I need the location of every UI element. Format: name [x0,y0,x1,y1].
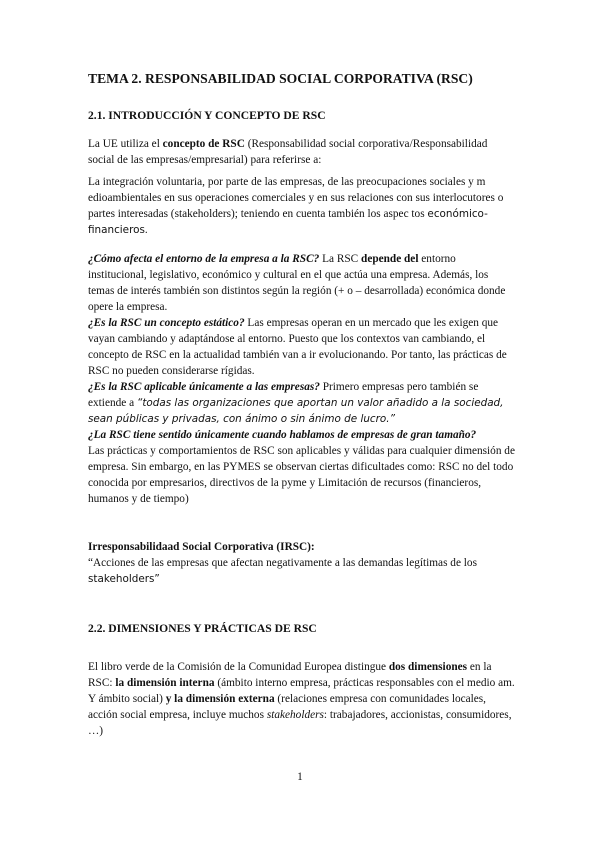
page-number: 1 [297,771,303,783]
q1-question: ¿Cómo afecta el entorno de la empresa a la RSC? [88,253,320,265]
q1-paragraph: ¿Cómo afecta el entorno de la empresa a la RSC? La RSC depende del entorno institucional, legislativo, económico y cultural en el que actúa una empresa. Además, los temas de interés también son distintos según la región (+ o – desarrollada) económica donde opere la empresa. [88,253,506,313]
irsc-heading: Irresponsabilidaad Social Corporativa (IRSC): [88,541,315,553]
q3-question: ¿Es la RSC aplicable únicamente a las empresas? [88,381,320,393]
q4-question: ¿La RSC tiene sentido únicamente cuando hablamos de empresas de gran tamaño? [88,429,477,441]
section-heading-2-2: 2.2. DIMENSIONES Y PRÁCTICAS DE RSC [88,622,317,635]
q3-paragraph: ¿Es la RSC aplicable únicamente a las empresas? Primero empresas pero también se extiende a “todas las organizaciones que aportan un valor añadido a la sociedad, sean públicas y privadas, con ánimo o sin ánimo de lucro.” [88,381,504,425]
q3-quote: “todas las organizaciones que aportan un valor añadido a la sociedad, sean públicas y privadas, con ánimo o sin ánimo de lucro.” [88,397,504,425]
section-heading-2-1: 2.1. INTRODUCCIÓN Y CONCEPTO DE RSC [88,109,326,122]
intro-paragraph: La UE utiliza el concepto de RSC (Responsabilidad social corporativa/Responsabilidad social de las empresas/empresarial) para referirse a: [88,138,488,166]
dimensions-paragraph: El libro verde de la Comisión de la Comunidad Europea distingue dos dimensiones en la RSC: la dimensión interna (ámbito interno empresa, prácticas responsables con el medio am. Y ámbito social) y la dimensión externa (relaciones empresa con comunidades locales, acción social empresa, incluye muchos stakeholders: trabajadores, accionistas, consumidores, …) [88,661,515,737]
q2-question: ¿Es la RSC un concepto estático? [88,317,245,329]
irsc-definition: “Acciones de las empresas que afectan negativamente a las demandas legítimas de los stakeholders” [88,557,477,585]
document-title: TEMA 2. RESPONSABILIDAD SOCIAL CORPORATIVA (RSC) [88,71,473,86]
q2-paragraph: ¿Es la RSC un concepto estático? Las empresas operan en un mercado que les exigen que vayan cambiando y adaptándose al entorno. Puesto que los contextos van cambiando, el concepto de RSC en la actualidad también van a ir evolucionando. Por tanto, las prácticas de RSC no pueden considerarse rígidas. [88,317,507,377]
definition-paragraph: La integración voluntaria, por parte de las empresas, de las preocupaciones sociales y m edioambientales en sus operaciones comerciales y en sus relaciones con sus interlocutores o partes interesadas (stakeholders); teniendo en cuenta también los aspec tos económico-financieros. [88,176,504,236]
q4-paragraph: ¿La RSC tiene sentido únicamente cuando hablamos de empresas de gran tamaño? Las prácticas y comportamientos de RSC son aplicables y válidas para cualquier dimensión de empresa. Sin embargo, en las PYMES se observan ciertas dificultades como: RSC no del todo conocida por empresarios, directivos de la pyme y Limitación de recursos (financieros, humanos y de tiempo) [88,429,515,505]
